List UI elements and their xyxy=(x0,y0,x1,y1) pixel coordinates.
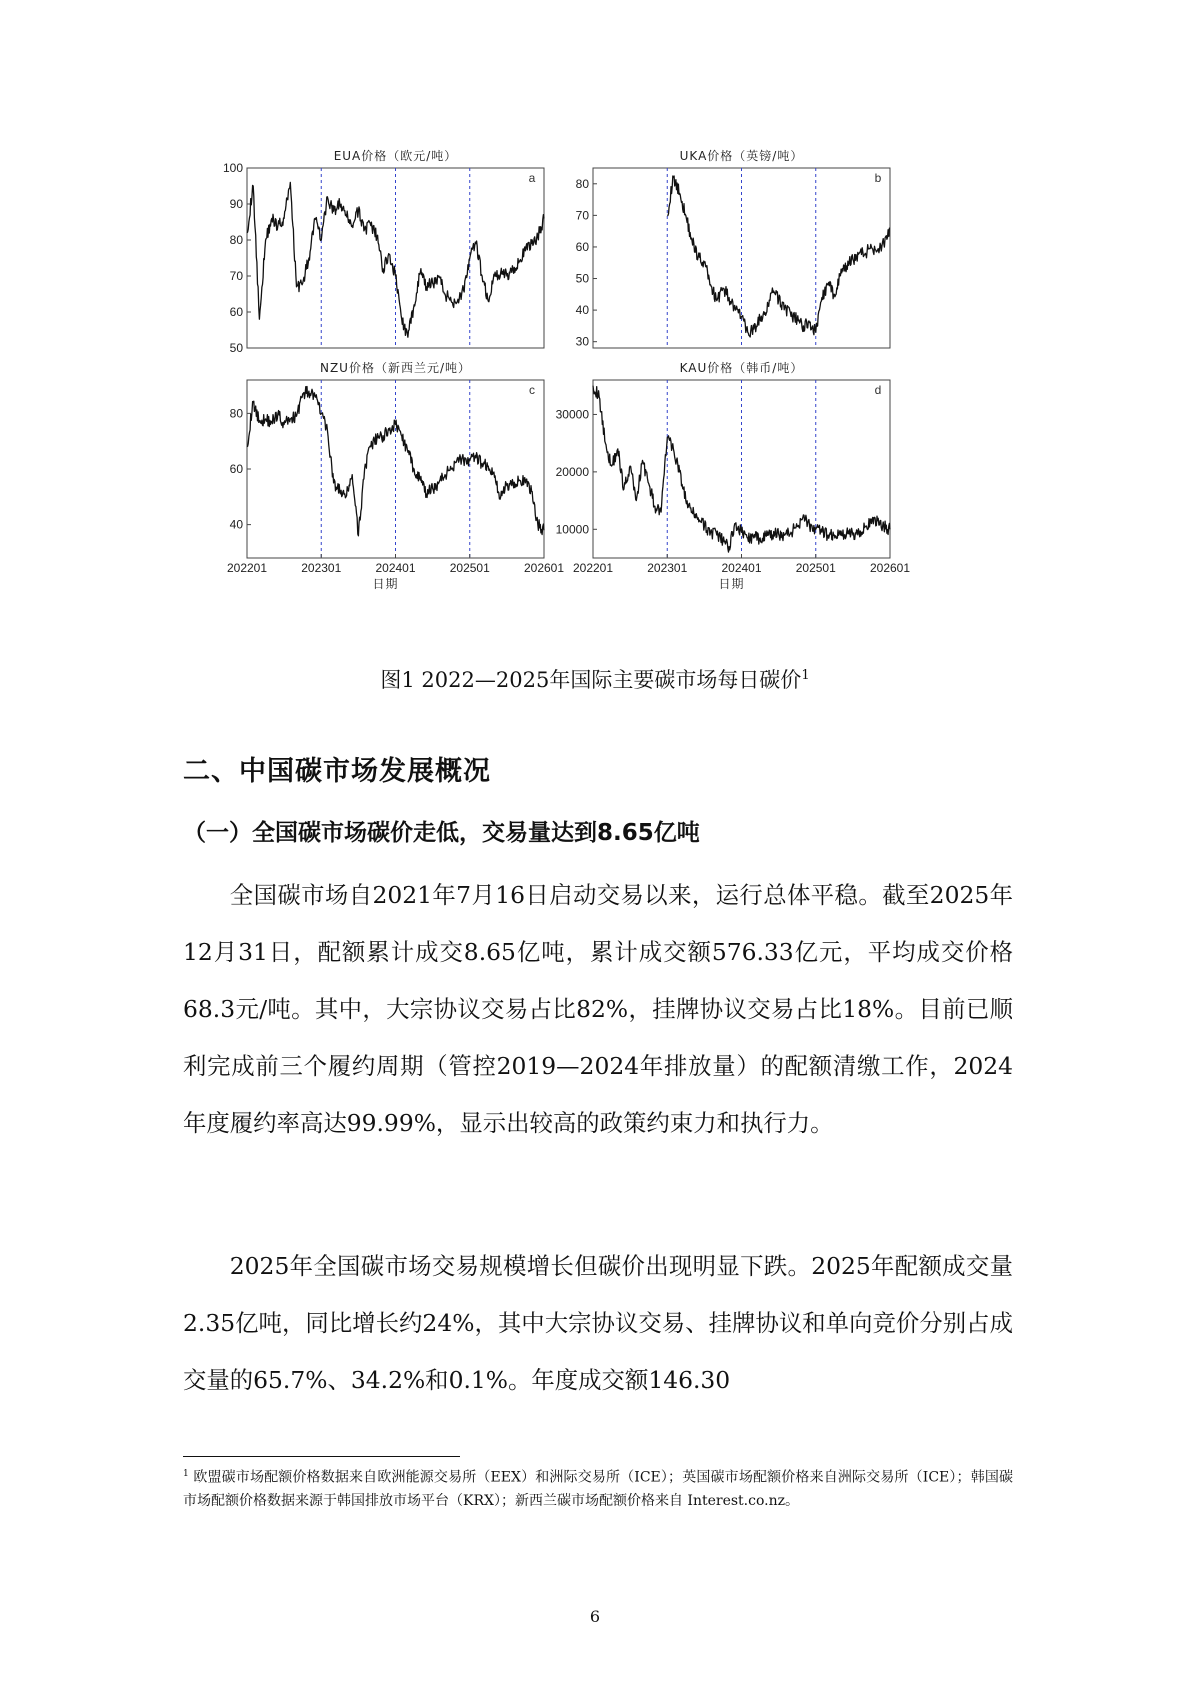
panel-letter: a xyxy=(528,171,536,185)
x-tick-label: 202301 xyxy=(301,561,342,575)
paragraph-2: 2025年全国碳市场交易规模增长但碳价出现明显下跌。2025年配额成交量2.35亿吨，同比增长约24%，其中大宗协议交易、挂牌协议和单向竞价分别占成交量的65.7%、34.2%和0.1%。年度成交额146.30 xyxy=(183,1252,1013,1394)
x-tick-label: 202601 xyxy=(869,561,911,575)
panel-nzu xyxy=(230,360,544,558)
y-tick-label: 50 xyxy=(575,271,589,286)
y-tick-label: 10000 xyxy=(555,522,589,537)
page-number: 6 xyxy=(589,1607,601,1626)
x-axis-right xyxy=(573,554,910,591)
caption-text: 图1 2022—2025年国际主要碳市场每日碳价 xyxy=(380,668,802,692)
x-tick-label: 202201 xyxy=(572,561,614,575)
figure-caption xyxy=(0,664,1190,694)
y-tick-label: 100 xyxy=(222,161,243,175)
x-axis-label: 日期 xyxy=(718,577,745,591)
y-tick-label: 60 xyxy=(575,239,589,254)
x-tick-label: 202401 xyxy=(721,561,762,575)
panel-kau xyxy=(556,360,890,558)
y-tick-label: 70 xyxy=(575,208,589,223)
y-tick-label: 40 xyxy=(229,517,243,532)
panel-letter: c xyxy=(529,383,535,397)
section-heading: 二、中国碳市场发展概况 xyxy=(183,756,491,787)
panel-letter: b xyxy=(874,171,882,185)
panel-uka xyxy=(576,148,890,349)
x-axis-label: 日期 xyxy=(372,577,399,591)
y-tick-label: 20000 xyxy=(555,464,589,479)
x-tick-label: 202301 xyxy=(647,561,688,575)
x-tick-label: 202201 xyxy=(226,561,268,575)
y-tick-label: 30000 xyxy=(555,407,589,422)
y-tick-label: 90 xyxy=(229,197,243,211)
x-tick-label: 202401 xyxy=(375,561,416,575)
y-tick-label: 80 xyxy=(229,233,243,247)
footnote-mark: 1 xyxy=(183,1469,189,1479)
x-tick-label: 202501 xyxy=(795,561,836,575)
x-tick-label: 202601 xyxy=(523,561,565,575)
panel-title: NZU价格（新西兰元/吨） xyxy=(319,361,472,375)
panel-letter: d xyxy=(874,383,882,397)
carbon-price-figure xyxy=(0,0,1190,640)
footnote-rule xyxy=(183,1456,460,1457)
panel-title: KAU价格（韩币/吨） xyxy=(679,361,804,375)
section-subheading: （一）全国碳市场碳价走低，交易量达到8.65亿吨 xyxy=(183,820,700,846)
panel-title: UKA价格（英镑/吨） xyxy=(679,149,804,163)
y-tick-label: 60 xyxy=(229,462,243,476)
paragraph-1: 全国碳市场自2021年7月16日启动交易以来，运行总体平稳。截至2025年12月31日，配额累计成交8.65亿吨，累计成交额576.33亿元，平均成交价格68.3元/吨。其中，大宗协议交易占比82%，挂牌协议交易占比18%。目前已顺利完成前三个履约周期（管控2019—2024年排放量）的配额清缴工作，2024年度履约率高达99.99%，显示出较高的政策约束力和执行力。 xyxy=(183,881,1013,1137)
x-axis-left xyxy=(227,554,564,591)
y-tick-label: 30 xyxy=(575,334,589,349)
y-tick-label: 80 xyxy=(229,406,243,421)
footnote xyxy=(183,1463,1013,1513)
price-series-line xyxy=(667,176,890,337)
caption-footnote-mark: 1 xyxy=(801,668,810,683)
y-tick-label: 70 xyxy=(229,269,243,283)
y-tick-label: 60 xyxy=(229,305,243,319)
y-tick-label: 80 xyxy=(575,176,589,191)
y-tick-label: 40 xyxy=(575,303,589,318)
panel-eua xyxy=(223,148,544,355)
y-tick-label: 50 xyxy=(229,341,243,355)
x-tick-label: 202501 xyxy=(449,561,490,575)
panel-title: EUA价格（欧元/吨） xyxy=(333,149,458,163)
footnote-text: 欧盟碳市场配额价格数据来自欧洲能源交易所（EEX）和洲际交易所（ICE）；英国碳市场配额价格来自洲际交易所（ICE）；韩国碳市场配额价格数据来源于韩国排放市场平台（KRX）；新西兰碳市场配额价格来自 Interest.co.nz。 xyxy=(183,1469,1014,1509)
